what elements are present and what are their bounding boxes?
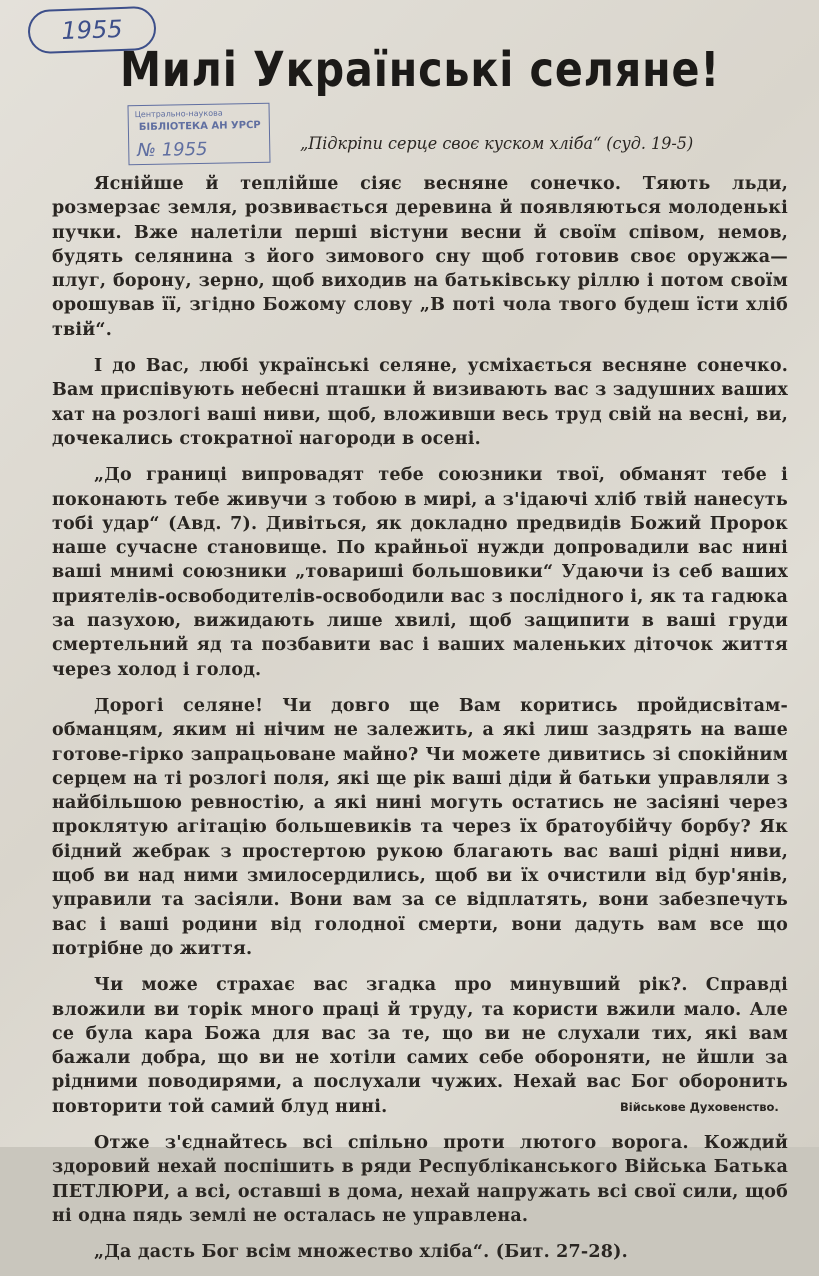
closing-quote: „Да дасть Бог всім множество хліба“. (Бит. 27-28).: [94, 1242, 628, 1263]
stamp-line-1: Центрально-наукова: [134, 108, 223, 120]
paragraph-3: „До границі випровадят тебе союзники твої, обманят тебе і поконають тебе живучи з тобою в мирі, а з'ідаючі хліб твій нанесуть тобі удар“ (Авд. 7). Дивіться, як докладно предвидів Божий Пророк наше сучасне становище. По крайньої нужди допровадили вас нині ваші мнимі союзники „товариші большовики“ Удаючи із себ ваших приятелів-освободителів-освободили вас з послідного і, як та гадюка за пазухою, вижидають лише хвилі, щоб защипити в ваші груди смертельний яд та позбавити вас і ваших маленьких діточок життя через холод і голод.: [52, 465, 788, 680]
paragraph-4: Дорогі селяне! Чи довго ще Вам коритись пройдисвітам-обманцям, яким ні нічим не залежить, а які лиш заздрять на ваше готове-гірко запрацьоване майно? Чи можете дивитись зі спокійним серцем на ті розлогі поля, які ще рік ваші діди й батьки управляли з найбільшою ревностію, а які нині могуть остатись не засіяні через проклятую агітацію большевиків та через їх братоубійчу борбу? Як бідний жебрак з простертою рукою благають вас ваші рідні ниви, щоб ви над ними змилосердились, щоб ви їх очистили від бур'янів, управили та засіяли. Вони вам за се відплатять, вони забезпечуть вас і ваші родини від голодної смерти, вони дадуть вам все що потрібне до життя.: [52, 695, 788, 959]
epigraph: „Підкріпи серце своє куском хліба“ (суд. 19-5): [300, 134, 694, 154]
library-stamp: [127, 103, 270, 165]
paragraph-1: Яснійше й теплійше сіяє весняне сонечко. Тяють льди, розмерзає земля, розвивається деревина й появляються молоденькі пучки. Вже налетіли перші вістуни весни й своїм співом, немов, будять селянина з його зимового сну щоб готовив своє оружжа—плуг, борону, зерно, щоб виходив на батьківську ріллю і потом своїм орошував її, згідно Божому слову „В поті чола твого будеш їсти хліб твій“.: [52, 174, 788, 340]
page-title: Милі Українські селяне!: [119, 42, 721, 98]
paragraph-2: І до Вас, любі українські селяне, усміхається весняне сонечко. Вам приспівують небесні пташки й визивають вас з задушних ваших хат на розлогі ваші ниви, щоб, вложивши весь труд свій на весні, ви, дочекались стократної нагороди в осені.: [52, 356, 788, 449]
paragraph-5: Чи може страхає вас згадка про минувший рік?. Справді вложили ви торік много праці й труду, та користи вжили мало. Але се була кара Божа для вас за те, що ви не слухали тих, які вам бажали добра, що ви не хотіли самих себе обороняти, не йшли за рідними поводирями, а послухали чужих. Нехай вас Бог оборонить повторити той самий блуд нині.: [52, 975, 788, 1117]
handwritten-number: 1955: [27, 6, 156, 54]
signature: Військове Духовенство.: [620, 1100, 779, 1114]
stamp-line-3: № 1955: [137, 138, 208, 162]
paragraph-6: Отже з'єднайтесь всі спільно проти лютого ворога. Кождий здоровий нехай поспішить в ряди Республіканського Війська Батька ПЕТЛЮРИ, а всі, оставші в дома, нехай напружать всі свої сили, щоб ні одна пядь землі не осталась не управлена.: [52, 1132, 788, 1226]
stamp-line-2: БІБЛІОТЕКА АН УРСР: [138, 119, 261, 134]
